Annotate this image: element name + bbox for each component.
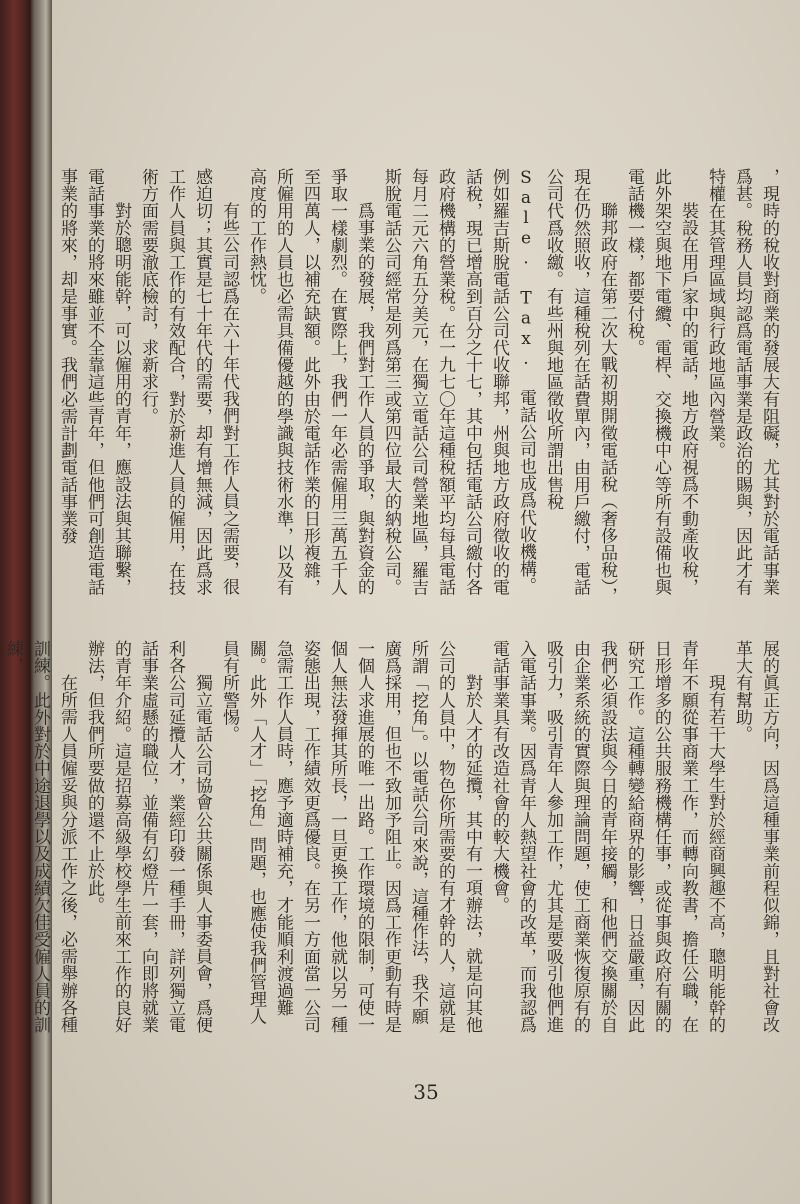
book-page [3,0,800,1204]
paragraph: 現有若干大學生對於經商興趣不高，聰明能幹的青年不願從事商業工作，而轉向教書，擔任公職，在日形增多的公共服務機構任事，或從事與政府有關的研究工作。這種轉變給商界的影響，日益嚴重，因此我們必須設法與今日的青年接觸，和他們交換關於自由企業系統的實際與理論問題，使工商業恢復原有的吸引力，吸引青年人參加工作，尤其是要吸引他們進入電話事業。因爲青年人熱望社會的改革，而我認爲電話事業具有改造社會的較大機會。 [489,640,725,1034]
paragraph: 對於人才的延攬，其中有一項辦法，就是向其他公司的人員中，物色你所需要的有才幹的人，這就是所謂「挖角」。以電話公司來說，這種作法，我不願廣爲採用，但也不致加予阻止。因爲工作更動有時是一個人求進展的唯一出路。工作環境的限制，可使一個人無法發揮其所長，一旦更換工作，他就以另一種姿態出現，工作績效更爲優良。在另一方面當一公司急需工作人員時，應予適時補充，才能順利渡過難關。此外「人才」「挖角」問題，也應使我們管理人員有所警惕。 [219,640,482,1034]
paragraph: 聯邦政府在第二次大戰初期開徵電話稅（奢侈品稅），現在仍然照收，這種稅列在話費單內，由用戶繳付，電話公司代爲收繳。有些州與地區徵收所謂出售稅 Sale. Tax. 電話公司也成爲代收機構。例如羅吉斯脫電話公司代收聯邦，州與地方政府徵收的電話稅，現已增高到百分之十七，其中包括電話公司繳付各政府機構的營業稅。在一九七〇年這種稅額平均每具電話每月二元六角五分美元，在獨立電話公司營業地區，羅吉斯脫電話公司經常是列爲第三或第四位最大的納稅公司。 [381,168,617,604]
paragraph: ，現時的稅收對商業的發展大有阻礙，尤其對於電話事業爲甚。稅務人員均認爲電話事業是政治的賜與，因此才有特權在其管理區域與行政地區內營業。 [705,168,779,596]
paragraph: 獨立電話公司協會公共關係與人事委員會，爲便利各公司延攬人才，業經印發一種手冊，詳列獨立電話事業虛懸的職位，並備有幻燈片一套，向即將就業的青年介紹。這是招募高級學校學生前來工作的良好辦法，但我們所要做的還不止於此。 [84,640,212,1034]
paragraph: 裝設在用戶家中的電話，地方政府視爲不動產收稅，此外架空與地下電纜、電桿、交換機中心等所有設備也與電話機一樣，都要付稅。 [624,168,698,596]
paragraph: 爲事業的發展，我們對工作人員的爭取，與對資金的爭取一樣劇烈。在實際上，我們一年必需僱用三萬五千人至四萬人，以補充缺額。此外由於電話作業的日形複雜，所僱用的人員也必需具備優越的學識與技術水準，以及有高度的工作熱忱。 [246,168,374,596]
paragraph: 在所需人員僱妥與分派工作之後，必需舉辦各種訓練。此外對於中途退學以及成績欠佳受僱人員的訓練， [3,640,77,1034]
paragraph: 展的眞正方向，因爲這種事業前程似錦，且對社會改革大有幫助。 [732,640,779,1034]
bottom-text-block [3,640,782,1040]
top-text-block [57,168,782,608]
paragraph: 有些公司認爲在六十年代我們對工作人員之需要，很感迫切；其實是七十年代的需要，却有增無減，因此爲求工作人員與工作的有效配合，對於新進人員的僱用，在技術方面需要澈底檢討，求新求行。 [138,168,239,596]
paragraph: 對於聰明能幹，可以僱用的青年，應設法與其聯繫，電話事業的將來雖並不全靠這些青年，但他們可創造電話事業的將來，却是事實。我們必需計劃電話事業發 [57,168,131,596]
page-number: 35 [413,1080,439,1104]
